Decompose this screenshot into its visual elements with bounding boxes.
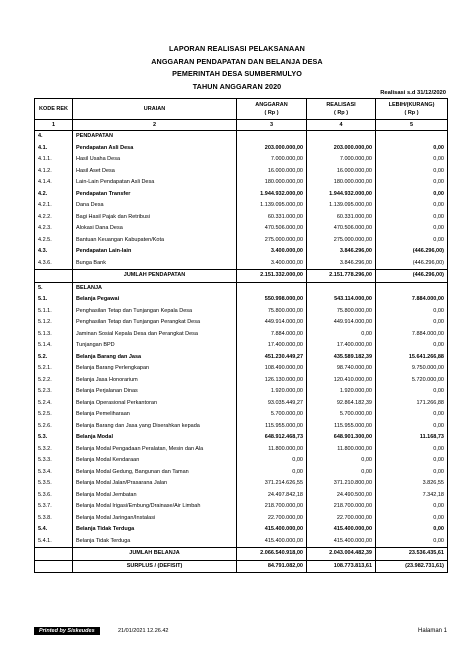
kode-cell: 5.3.5. bbox=[35, 478, 73, 490]
realisasi-cell: 415.400.000,00 bbox=[307, 536, 376, 548]
print-datetime: 21/01/2021 12.26.42 bbox=[118, 628, 169, 634]
kode-cell: 4.2.5. bbox=[35, 235, 73, 247]
kode-cell: 4.2.3. bbox=[35, 223, 73, 235]
uraian-cell: Lain-Lain Pendapatan Asli Desa bbox=[73, 177, 237, 189]
uraian-cell: PENDAPATAN bbox=[73, 131, 237, 143]
lebih-kurang-cell: 0,00 bbox=[376, 177, 448, 189]
report-title-line-2: ANGGARAN PENDAPATAN DAN BELANJA DESA bbox=[151, 57, 323, 66]
anggaran-cell: 3.400.000,00 bbox=[237, 246, 307, 258]
anggaran-cell: 371.214.626,55 bbox=[237, 478, 307, 490]
realisasi-cell: 5.700.000,00 bbox=[307, 409, 376, 421]
kode-cell: 5.4. bbox=[35, 524, 73, 536]
table-row bbox=[35, 432, 448, 444]
realisasi-cell: 3.846.296,00 bbox=[307, 246, 376, 258]
kode-cell: 5.3.8. bbox=[35, 513, 73, 525]
lebih-kurang-cell: (446.296,00) bbox=[376, 270, 448, 283]
lebih-kurang-cell: 0,00 bbox=[376, 212, 448, 224]
table-row bbox=[35, 467, 448, 479]
anggaran-cell: 126.130.000,00 bbox=[237, 375, 307, 387]
anggaran-cell: 108.490.000,00 bbox=[237, 363, 307, 375]
kode-cell: 5.3.6. bbox=[35, 490, 73, 502]
lebih-kurang-cell: 0,00 bbox=[376, 166, 448, 178]
kode-cell: 4.2.1. bbox=[35, 200, 73, 212]
kode-cell: 5.2.6. bbox=[35, 421, 73, 433]
table-row bbox=[35, 166, 448, 178]
anggaran-cell: 5.700.000,00 bbox=[237, 409, 307, 421]
header-lebih-kurang: LEBIH/(KURANG) ( Rp ) bbox=[376, 99, 448, 120]
uraian-cell: Belanja Barang Perlengkapan bbox=[73, 363, 237, 375]
realisasi-cell: 371.210.800,00 bbox=[307, 478, 376, 490]
kode-cell bbox=[35, 548, 73, 561]
uraian-cell: Bagi Hasil Pajak dan Retribusi bbox=[73, 212, 237, 224]
anggaran-cell: 0,00 bbox=[237, 455, 307, 467]
column-number-3: 3 bbox=[237, 120, 307, 131]
column-number-1: 1 bbox=[35, 120, 73, 131]
lebih-kurang-cell: 7.884.000,00 bbox=[376, 294, 448, 306]
lebih-kurang-cell: 15.641.266,88 bbox=[376, 352, 448, 364]
realisasi-cell bbox=[307, 282, 376, 294]
realisasi-cell: 1.920.000,00 bbox=[307, 386, 376, 398]
lebih-kurang-cell bbox=[376, 282, 448, 294]
anggaran-cell: 7.000.000,00 bbox=[237, 154, 307, 166]
page-footer bbox=[34, 627, 447, 637]
anggaran-cell: 11.800.000,00 bbox=[237, 444, 307, 456]
realisasi-cell: 203.000.000,00 bbox=[307, 143, 376, 155]
anggaran-cell: 415.400.000,00 bbox=[237, 524, 307, 536]
kode-cell: 5.3.2. bbox=[35, 444, 73, 456]
header-kode-rek: KODE REK bbox=[35, 99, 73, 120]
realisasi-cell: 16.000.000,00 bbox=[307, 166, 376, 178]
realisasi-cell: 648.901.300,00 bbox=[307, 432, 376, 444]
table-row bbox=[35, 386, 448, 398]
table-row bbox=[35, 409, 448, 421]
table-row bbox=[35, 455, 448, 467]
kode-cell: 5.3.4. bbox=[35, 467, 73, 479]
kode-cell: 5. bbox=[35, 282, 73, 294]
page-number: Halaman 1 bbox=[417, 628, 447, 634]
kode-cell bbox=[35, 270, 73, 283]
realisasi-as-of-date: Realisasi s.d 31/12/2020 bbox=[380, 90, 446, 96]
budget-realization-table bbox=[34, 98, 448, 573]
report-title-line-4: TAHUN ANGGARAN 2020 bbox=[192, 82, 282, 91]
uraian-cell: Belanja Tidak Terduga bbox=[73, 536, 237, 548]
table-row bbox=[35, 189, 448, 201]
kode-cell: 5.2.1. bbox=[35, 363, 73, 375]
lebih-kurang-cell: 0,00 bbox=[376, 513, 448, 525]
anggaran-cell: 648.912.468,73 bbox=[237, 432, 307, 444]
uraian-cell: Belanja Perjalanan Dinas bbox=[73, 386, 237, 398]
lebih-kurang-cell: 0,00 bbox=[376, 501, 448, 513]
kode-cell: 4. bbox=[35, 131, 73, 143]
table-row bbox=[35, 329, 448, 341]
table-row bbox=[35, 548, 448, 561]
uraian-cell: Belanja Modal Pengadaan Peralatan, Mesin dan Ala bbox=[73, 444, 237, 456]
realisasi-cell: 22.700.000,00 bbox=[307, 513, 376, 525]
realisasi-cell: 24.490.500,00 bbox=[307, 490, 376, 502]
uraian-cell: Belanja Modal Kendaraan bbox=[73, 455, 237, 467]
header-uraian: URAIAN bbox=[73, 99, 237, 120]
uraian-cell: Bunga Bank bbox=[73, 258, 237, 270]
uraian-cell: Bantuan Keuangan Kabupaten/Kota bbox=[73, 235, 237, 247]
lebih-kurang-cell: (446.296,00) bbox=[376, 246, 448, 258]
kode-cell: 5.1.3. bbox=[35, 329, 73, 341]
lebih-kurang-cell: 0,00 bbox=[376, 200, 448, 212]
uraian-cell: Belanja Pemeliharaan bbox=[73, 409, 237, 421]
lebih-kurang-cell bbox=[376, 131, 448, 143]
lebih-kurang-cell: 7.342,18 bbox=[376, 490, 448, 502]
realisasi-cell: 2.043.004.482,39 bbox=[307, 548, 376, 561]
lebih-kurang-cell: 0,00 bbox=[376, 467, 448, 479]
uraian-cell: Pendapatan Transfer bbox=[73, 189, 237, 201]
table-row bbox=[35, 513, 448, 525]
realisasi-cell: 92.864.182,39 bbox=[307, 398, 376, 410]
kode-cell: 5.1.1. bbox=[35, 306, 73, 318]
realisasi-cell: 449.914.000,00 bbox=[307, 317, 376, 329]
table-row bbox=[35, 478, 448, 490]
anggaran-cell: 180.000.000,00 bbox=[237, 177, 307, 189]
table-row bbox=[35, 143, 448, 155]
uraian-cell: Penghasilan Tetap dan Tunjangan Perangkat Desa bbox=[73, 317, 237, 329]
anggaran-cell: 24.497.842,18 bbox=[237, 490, 307, 502]
anggaran-cell: 60.331.000,00 bbox=[237, 212, 307, 224]
uraian-cell: Pendapatan Lain-lain bbox=[73, 246, 237, 258]
anggaran-cell: 22.700.000,00 bbox=[237, 513, 307, 525]
realisasi-cell: 470.506.000,00 bbox=[307, 223, 376, 235]
table-row bbox=[35, 282, 448, 294]
uraian-cell: Belanja Barang dan Jasa yang Diserahkan kepada bbox=[73, 421, 237, 433]
anggaran-cell: 17.400.000,00 bbox=[237, 340, 307, 352]
anggaran-cell: 218.700.000,00 bbox=[237, 501, 307, 513]
table-row bbox=[35, 375, 448, 387]
anggaran-cell: 1.920.000,00 bbox=[237, 386, 307, 398]
table-row bbox=[35, 317, 448, 329]
realisasi-cell: 120.410.000,00 bbox=[307, 375, 376, 387]
table-row bbox=[35, 200, 448, 212]
anggaran-cell: 2.066.540.918,00 bbox=[237, 548, 307, 561]
table-row bbox=[35, 340, 448, 352]
anggaran-cell: 3.400.000,00 bbox=[237, 258, 307, 270]
uraian-cell: Alokasi Dana Desa bbox=[73, 223, 237, 235]
kode-cell: 4.1.1. bbox=[35, 154, 73, 166]
kode-cell: 5.2.4. bbox=[35, 398, 73, 410]
report-title-line-1: LAPORAN REALISASI PELAKSANAAN bbox=[169, 44, 305, 53]
anggaran-cell: 84.791.082,00 bbox=[237, 560, 307, 573]
uraian-cell: Pendapatan Asli Desa bbox=[73, 143, 237, 155]
realisasi-cell: 98.740.000,00 bbox=[307, 363, 376, 375]
uraian-cell: Belanja Modal Jembatan bbox=[73, 490, 237, 502]
realisasi-cell: 415.400.000,00 bbox=[307, 524, 376, 536]
table-row bbox=[35, 246, 448, 258]
lebih-kurang-cell: 0,00 bbox=[376, 421, 448, 433]
table-row bbox=[35, 177, 448, 189]
anggaran-cell: 275.000.000,00 bbox=[237, 235, 307, 247]
kode-cell bbox=[35, 560, 73, 573]
anggaran-cell: 75.800.000,00 bbox=[237, 306, 307, 318]
uraian-cell: Belanja Tidak Terduga bbox=[73, 524, 237, 536]
lebih-kurang-cell: 0,00 bbox=[376, 409, 448, 421]
anggaran-cell: 470.506.000,00 bbox=[237, 223, 307, 235]
kode-cell: 5.2.2. bbox=[35, 375, 73, 387]
table-row bbox=[35, 154, 448, 166]
table-body bbox=[35, 131, 448, 573]
uraian-cell: JUMLAH PENDAPATAN bbox=[73, 270, 237, 283]
anggaran-cell: 2.151.332.000,00 bbox=[237, 270, 307, 283]
lebih-kurang-cell: 11.168,73 bbox=[376, 432, 448, 444]
lebih-kurang-cell: 0,00 bbox=[376, 235, 448, 247]
uraian-cell: Belanja Modal Jaringan/Instalasi bbox=[73, 513, 237, 525]
report-title-block bbox=[0, 42, 474, 94]
lebih-kurang-cell: (446.296,00) bbox=[376, 258, 448, 270]
realisasi-cell: 1.139.095.000,00 bbox=[307, 200, 376, 212]
uraian-cell: Belanja Jasa Honorarium bbox=[73, 375, 237, 387]
uraian-cell: Jaminan Sosial Kepala Desa dan Perangkat Desa bbox=[73, 329, 237, 341]
uraian-cell: Belanja Pegawai bbox=[73, 294, 237, 306]
anggaran-cell: 550.998.000,00 bbox=[237, 294, 307, 306]
realisasi-cell: 108.773.813,61 bbox=[307, 560, 376, 573]
table-row bbox=[35, 560, 448, 573]
table-row bbox=[35, 352, 448, 364]
kode-cell: 5.2.3. bbox=[35, 386, 73, 398]
realisasi-cell: 11.800.000,00 bbox=[307, 444, 376, 456]
anggaran-cell: 449.914.000,00 bbox=[237, 317, 307, 329]
uraian-cell: Dana Desa bbox=[73, 200, 237, 212]
realisasi-cell: 75.800.000,00 bbox=[307, 306, 376, 318]
table-row bbox=[35, 444, 448, 456]
kode-cell: 5.3.7. bbox=[35, 501, 73, 513]
uraian-cell: Belanja Modal bbox=[73, 432, 237, 444]
uraian-cell: Belanja Operasional Perkantoran bbox=[73, 398, 237, 410]
uraian-cell: Penghasilan Tetap dan Tunjangan Kepala Desa bbox=[73, 306, 237, 318]
uraian-cell: Hasil Usaha Desa bbox=[73, 154, 237, 166]
uraian-cell: Belanja Modal Irigasi/Embung/Drainase/Air Limbah bbox=[73, 501, 237, 513]
kode-cell: 5.1. bbox=[35, 294, 73, 306]
table-row bbox=[35, 501, 448, 513]
realisasi-cell bbox=[307, 131, 376, 143]
table-row bbox=[35, 212, 448, 224]
kode-cell: 5.3. bbox=[35, 432, 73, 444]
lebih-kurang-cell: 0,00 bbox=[376, 455, 448, 467]
anggaran-cell: 203.000.000,00 bbox=[237, 143, 307, 155]
lebih-kurang-cell: 23.536.435,61 bbox=[376, 548, 448, 561]
lebih-kurang-cell: 0,00 bbox=[376, 524, 448, 536]
table-row bbox=[35, 363, 448, 375]
lebih-kurang-cell: 0,00 bbox=[376, 444, 448, 456]
anggaran-cell bbox=[237, 131, 307, 143]
uraian-cell: SURPLUS / (DEFISIT) bbox=[73, 560, 237, 573]
table-row bbox=[35, 294, 448, 306]
uraian-cell: Tunjangan BPD bbox=[73, 340, 237, 352]
anggaran-cell: 1.944.932.000,00 bbox=[237, 189, 307, 201]
kode-cell: 5.1.4. bbox=[35, 340, 73, 352]
realisasi-cell: 2.151.778.296,00 bbox=[307, 270, 376, 283]
lebih-kurang-cell: 0,00 bbox=[376, 306, 448, 318]
table-row bbox=[35, 524, 448, 536]
kode-cell: 4.2. bbox=[35, 189, 73, 201]
anggaran-cell: 451.230.449,27 bbox=[237, 352, 307, 364]
kode-cell: 5.2. bbox=[35, 352, 73, 364]
header-realisasi: REALISASI ( Rp ) bbox=[307, 99, 376, 120]
table-row bbox=[35, 235, 448, 247]
realisasi-cell: 60.331.000,00 bbox=[307, 212, 376, 224]
realisasi-cell: 435.589.182,39 bbox=[307, 352, 376, 364]
anggaran-cell: 16.000.000,00 bbox=[237, 166, 307, 178]
anggaran-cell: 7.884.000,00 bbox=[237, 329, 307, 341]
realisasi-cell: 543.114.000,00 bbox=[307, 294, 376, 306]
lebih-kurang-cell: 3.826,55 bbox=[376, 478, 448, 490]
anggaran-cell: 115.955.000,00 bbox=[237, 421, 307, 433]
uraian-cell: Belanja Modal Jalan/Prasarana Jalan bbox=[73, 478, 237, 490]
lebih-kurang-cell: 0,00 bbox=[376, 340, 448, 352]
anggaran-cell: 0,00 bbox=[237, 467, 307, 479]
lebih-kurang-cell: 0,00 bbox=[376, 189, 448, 201]
kode-cell: 5.1.2. bbox=[35, 317, 73, 329]
uraian-cell: BELANJA bbox=[73, 282, 237, 294]
realisasi-cell: 0,00 bbox=[307, 467, 376, 479]
lebih-kurang-cell: 7.884.000,00 bbox=[376, 329, 448, 341]
table-row bbox=[35, 258, 448, 270]
lebih-kurang-cell: 0,00 bbox=[376, 154, 448, 166]
table-row bbox=[35, 536, 448, 548]
table-row bbox=[35, 398, 448, 410]
kode-cell: 5.2.5. bbox=[35, 409, 73, 421]
uraian-cell: Belanja Modal Gedung, Bangunan dan Taman bbox=[73, 467, 237, 479]
kode-cell: 4.1. bbox=[35, 143, 73, 155]
column-number-5: 5 bbox=[376, 120, 448, 131]
table-row bbox=[35, 223, 448, 235]
realisasi-cell: 0,00 bbox=[307, 329, 376, 341]
kode-cell: 4.3. bbox=[35, 246, 73, 258]
column-number-2: 2 bbox=[73, 120, 237, 131]
lebih-kurang-cell: 0,00 bbox=[376, 536, 448, 548]
anggaran-cell: 93.035.449,27 bbox=[237, 398, 307, 410]
uraian-cell: Hasil Aset Desa bbox=[73, 166, 237, 178]
column-number-4: 4 bbox=[307, 120, 376, 131]
lebih-kurang-cell: 0,00 bbox=[376, 143, 448, 155]
realisasi-cell: 115.955.000,00 bbox=[307, 421, 376, 433]
lebih-kurang-cell: 5.720.000,00 bbox=[376, 375, 448, 387]
uraian-cell: Belanja Barang dan Jasa bbox=[73, 352, 237, 364]
realisasi-cell: 180.000.000,00 bbox=[307, 177, 376, 189]
realisasi-cell: 0,00 bbox=[307, 455, 376, 467]
table-row bbox=[35, 306, 448, 318]
lebih-kurang-cell: 171.266,88 bbox=[376, 398, 448, 410]
report-title-line-3: PEMERINTAH DESA SUMBERMULYO bbox=[172, 69, 302, 78]
table-row bbox=[35, 490, 448, 502]
realisasi-cell: 3.846.296,00 bbox=[307, 258, 376, 270]
anggaran-cell: 415.400.000,00 bbox=[237, 536, 307, 548]
lebih-kurang-cell: 0,00 bbox=[376, 386, 448, 398]
lebih-kurang-cell: 0,00 bbox=[376, 223, 448, 235]
anggaran-cell bbox=[237, 282, 307, 294]
table-row bbox=[35, 421, 448, 433]
realisasi-cell: 1.944.932.000,00 bbox=[307, 189, 376, 201]
kode-cell: 5.3.3. bbox=[35, 455, 73, 467]
kode-cell: 4.2.2. bbox=[35, 212, 73, 224]
kode-cell: 4.1.2. bbox=[35, 166, 73, 178]
uraian-cell: JUMLAH BELANJA bbox=[73, 548, 237, 561]
table-row bbox=[35, 131, 448, 143]
kode-cell: 5.4.1. bbox=[35, 536, 73, 548]
lebih-kurang-cell: 0,00 bbox=[376, 317, 448, 329]
realisasi-cell: 7.000.000,00 bbox=[307, 154, 376, 166]
kode-cell: 4.3.6. bbox=[35, 258, 73, 270]
table-row bbox=[35, 270, 448, 283]
lebih-kurang-cell: 9.750.000,00 bbox=[376, 363, 448, 375]
realisasi-cell: 218.700.000,00 bbox=[307, 501, 376, 513]
kode-cell: 4.1.4. bbox=[35, 177, 73, 189]
header-anggaran: ANGGARAN ( Rp ) bbox=[237, 99, 307, 120]
anggaran-cell: 1.139.095.000,00 bbox=[237, 200, 307, 212]
printed-by-badge: Printed by Siskeudes bbox=[34, 627, 100, 635]
realisasi-cell: 275.000.000,00 bbox=[307, 235, 376, 247]
lebih-kurang-cell: (23.982.731,61) bbox=[376, 560, 448, 573]
realisasi-cell: 17.400.000,00 bbox=[307, 340, 376, 352]
